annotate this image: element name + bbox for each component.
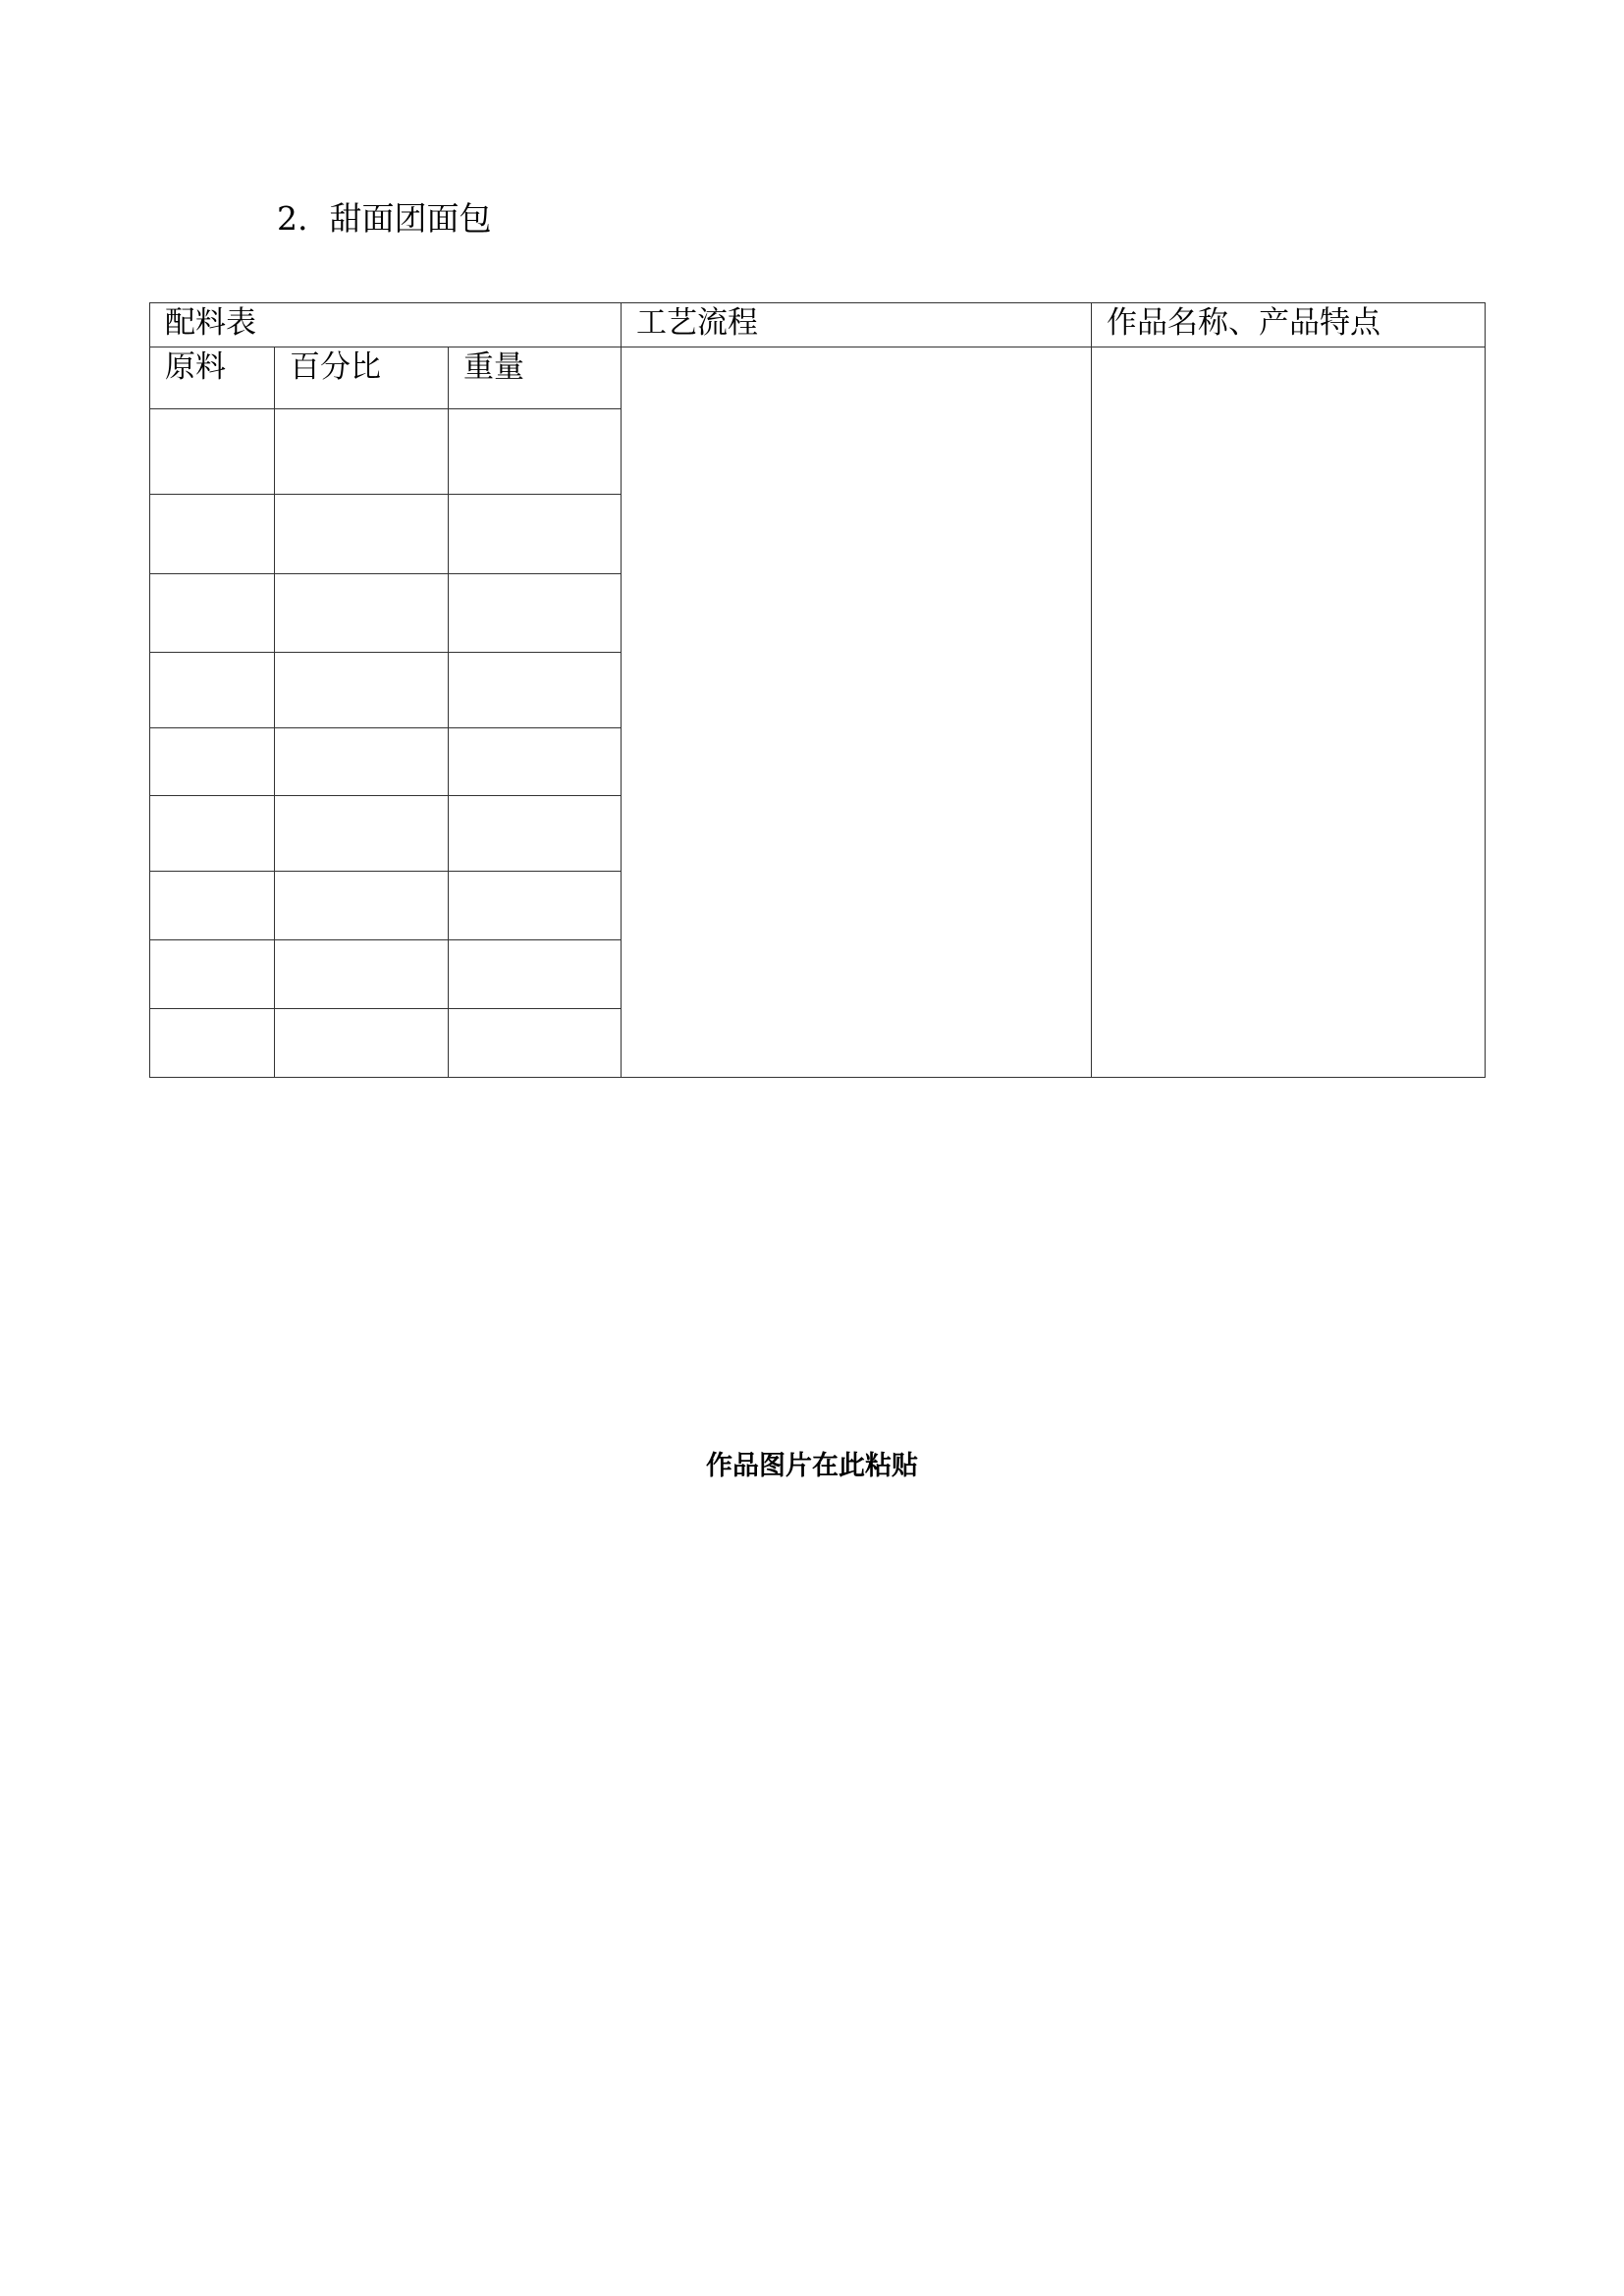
- percentage-cell[interactable]: [275, 872, 449, 940]
- percentage-cell[interactable]: [275, 653, 449, 728]
- ingredient-cell[interactable]: [150, 409, 275, 495]
- photo-paste-caption: 作品图片在此粘贴: [706, 1451, 918, 1481]
- weight-cell[interactable]: [449, 796, 622, 872]
- percentage-cell[interactable]: [275, 796, 449, 872]
- percentage-cell[interactable]: [275, 409, 449, 495]
- column-header-percentage: 百分比: [275, 347, 449, 409]
- section-number: 2.: [277, 199, 308, 238]
- ingredient-cell[interactable]: [150, 495, 275, 574]
- percentage-cell[interactable]: [275, 728, 449, 796]
- ingredient-cell[interactable]: [150, 940, 275, 1009]
- weight-cell[interactable]: [449, 495, 622, 574]
- column-header-ingredient: 原料: [150, 347, 275, 409]
- ingredient-cell[interactable]: [150, 574, 275, 653]
- weight-cell[interactable]: [449, 409, 622, 495]
- ingredient-cell[interactable]: [150, 728, 275, 796]
- product-header: 作品名称、产品特点: [1092, 303, 1485, 347]
- percentage-cell[interactable]: [275, 574, 449, 653]
- weight-cell[interactable]: [449, 872, 622, 940]
- column-header-weight: 重量: [449, 347, 622, 409]
- weight-cell[interactable]: [449, 1009, 622, 1078]
- weight-cell[interactable]: [449, 574, 622, 653]
- ingredient-cell[interactable]: [150, 653, 275, 728]
- ingredient-cell[interactable]: [150, 796, 275, 872]
- weight-cell[interactable]: [449, 940, 622, 1009]
- recipe-table: [149, 302, 1486, 1078]
- weight-cell[interactable]: [449, 728, 622, 796]
- table-header-row: [150, 303, 1486, 347]
- percentage-cell[interactable]: [275, 495, 449, 574]
- weight-cell[interactable]: [449, 653, 622, 728]
- product-cell[interactable]: [1092, 303, 1486, 1078]
- percentage-cell[interactable]: [275, 940, 449, 1009]
- process-header: 工艺流程: [622, 303, 1091, 347]
- section-heading: [277, 196, 492, 241]
- section-title: 甜面团面包: [329, 199, 492, 238]
- ingredient-cell[interactable]: [150, 872, 275, 940]
- ingredient-cell[interactable]: [150, 1009, 275, 1078]
- process-cell[interactable]: [622, 303, 1092, 1078]
- recipe-header-cell: 配料表: [150, 303, 622, 347]
- percentage-cell[interactable]: [275, 1009, 449, 1078]
